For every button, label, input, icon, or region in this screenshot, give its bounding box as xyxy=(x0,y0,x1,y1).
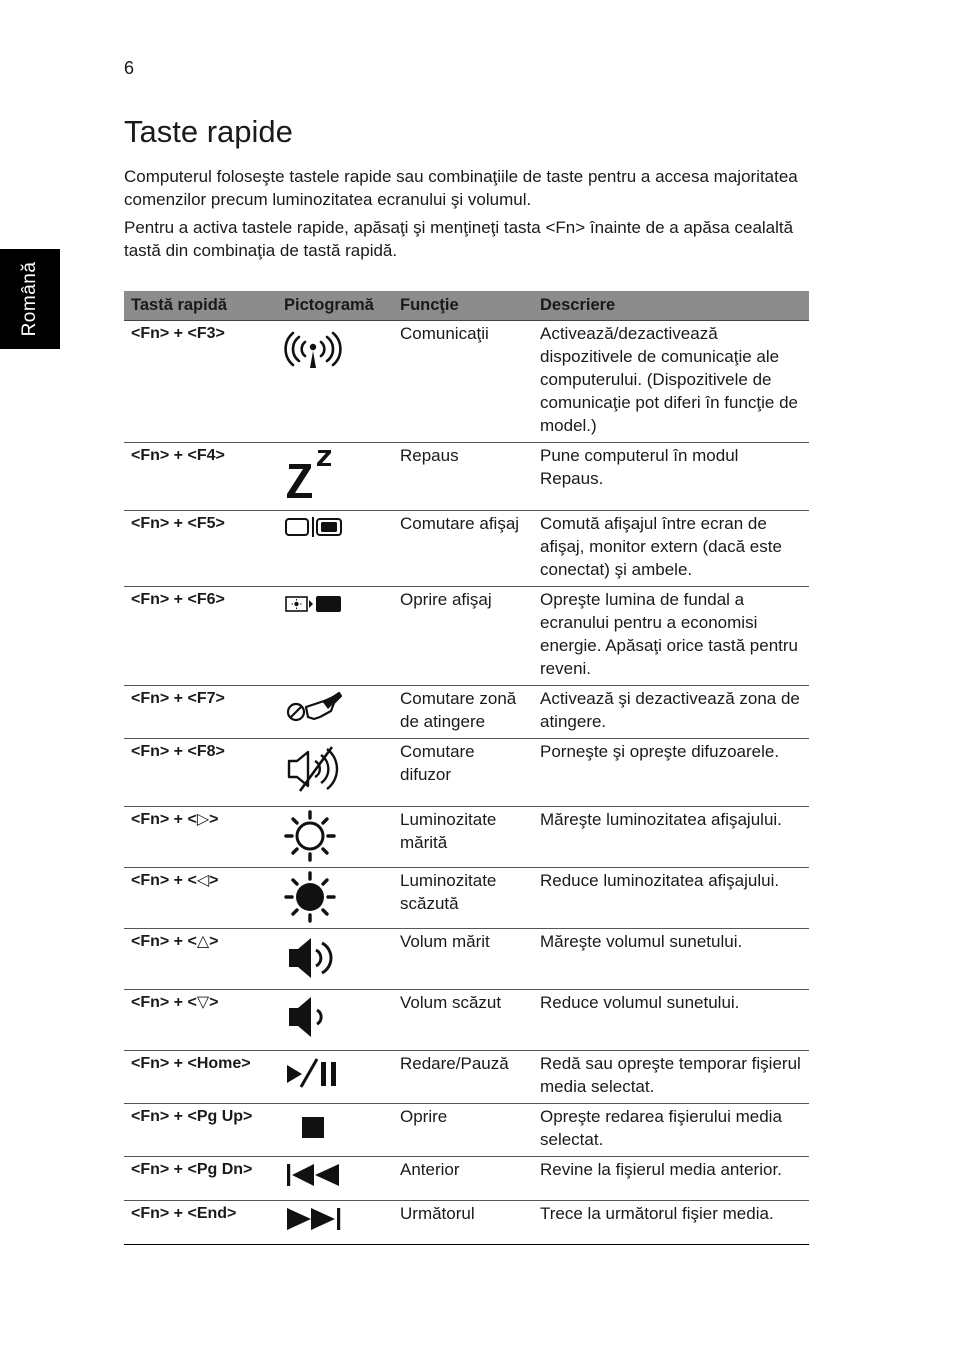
function-cell: Comutare afişaj xyxy=(393,511,533,587)
icon-cell xyxy=(277,1051,393,1104)
function-cell: Următorul xyxy=(393,1201,533,1245)
table-row xyxy=(124,929,809,990)
header-description: Descriere xyxy=(533,291,809,321)
brightness-up-icon xyxy=(284,810,387,862)
hotkey-cell: <Fn> + <▽> xyxy=(124,990,277,1051)
icon-cell xyxy=(277,1104,393,1157)
table-row xyxy=(124,1157,809,1201)
icon-cell xyxy=(277,868,393,929)
display-toggle-icon xyxy=(284,516,387,538)
icon-cell xyxy=(277,443,393,511)
hotkey-cell: <Fn> + <End> xyxy=(124,1201,277,1245)
icon-cell xyxy=(277,511,393,587)
volume-down-icon xyxy=(284,993,387,1041)
function-cell: Volum mărit xyxy=(393,929,533,990)
table-row xyxy=(124,321,809,443)
description-cell: Trece la următorul fişier media. xyxy=(533,1201,809,1245)
icon-cell xyxy=(277,807,393,868)
icon-cell xyxy=(277,321,393,443)
hotkeys-table xyxy=(124,291,809,1245)
stop-icon xyxy=(284,1111,387,1141)
description-cell: Activează şi dezactivează zona de atingere. xyxy=(533,686,809,739)
hotkey-cell: <Fn> + <F7> xyxy=(124,686,277,739)
icon-cell xyxy=(277,686,393,739)
table-row xyxy=(124,1051,809,1104)
icon-cell xyxy=(277,739,393,807)
function-cell: Luminozitate mărită xyxy=(393,807,533,868)
play-pause-icon xyxy=(284,1056,387,1090)
icon-cell xyxy=(277,587,393,686)
description-cell: Opreşte lumina de fundal a ecranului pentru a economisi energie. Apăsaţi orice tastă pentru reveni. xyxy=(533,587,809,686)
function-cell: Comunicaţii xyxy=(393,321,533,443)
function-cell: Oprire afişaj xyxy=(393,587,533,686)
hotkey-cell: <Fn> + <F4> xyxy=(124,443,277,511)
hotkey-cell: <Fn> + <▷> xyxy=(124,807,277,868)
instruction-paragraph: Pentru a activa tastele rapide, apăsaţi şi menţineţi tasta <Fn> înainte de a apăsa cealaltă tastă din combinaţia de tastă rapidă. xyxy=(124,218,794,260)
table-row xyxy=(124,807,809,868)
hotkey-cell: <Fn> + <△> xyxy=(124,929,277,990)
description-cell: Reduce volumul sunetului. xyxy=(533,990,809,1051)
table-row xyxy=(124,686,809,739)
hotkey-cell: <Fn> + <Pg Up> xyxy=(124,1104,277,1157)
description-cell: Activează/dezactivează dispozitivele de comunicaţie ale computerului. (Dispozitivele de comunicaţie pot diferi în funcţie de model.) xyxy=(533,321,809,443)
table-row xyxy=(124,990,809,1051)
description-cell: Porneşte şi opreşte difuzoarele. xyxy=(533,739,809,807)
language-side-tab-label: Română xyxy=(19,261,40,337)
description-cell: Reduce luminozitatea afişajului. xyxy=(533,868,809,929)
touchpad-toggle-icon xyxy=(284,689,387,725)
function-cell: Redare/Pauză xyxy=(393,1051,533,1104)
table-row xyxy=(124,868,809,929)
function-cell: Anterior xyxy=(393,1157,533,1201)
hotkey-cell: <Fn> + <F6> xyxy=(124,587,277,686)
description-cell: Redă sau opreşte temporar fişierul media selectat. xyxy=(533,1051,809,1104)
language-side-tab xyxy=(0,249,60,349)
icon-cell xyxy=(277,1157,393,1201)
description-cell: Măreşte luminozitatea afişajului. xyxy=(533,807,809,868)
hotkey-cell: <Fn> + <Pg Dn> xyxy=(124,1157,277,1201)
function-cell: Oprire xyxy=(393,1104,533,1157)
function-cell: Repaus xyxy=(393,443,533,511)
table-row xyxy=(124,443,809,511)
page-number: 6 xyxy=(124,58,135,78)
icon-cell xyxy=(277,990,393,1051)
hotkey-cell: <Fn> + <F3> xyxy=(124,321,277,443)
function-cell: Volum scăzut xyxy=(393,990,533,1051)
hotkey-cell: <Fn> + <◁> xyxy=(124,868,277,929)
display-off-icon xyxy=(284,594,387,614)
table-row xyxy=(124,587,809,686)
table-header-row xyxy=(124,291,809,321)
hotkey-cell: <Fn> + <F8> xyxy=(124,739,277,807)
table-row xyxy=(124,1201,809,1245)
icon-cell xyxy=(277,929,393,990)
page-title: Taste rapide xyxy=(124,114,293,149)
hotkey-cell: <Fn> + <F5> xyxy=(124,511,277,587)
wireless-icon xyxy=(284,330,387,370)
function-cell: Comutare zonă de atingere xyxy=(393,686,533,739)
table-row xyxy=(124,739,809,807)
speaker-toggle-icon xyxy=(284,744,387,794)
brightness-down-icon xyxy=(284,871,387,923)
description-cell: Pune computerul în modul Repaus. xyxy=(533,443,809,511)
header-hotkey: Tastă rapidă xyxy=(124,291,277,321)
intro-paragraph: Computerul foloseşte tastele rapide sau combinaţiile de taste pentru a accesa majoritatea comenzilor precum luminozitatea ecranului şi volumul. xyxy=(124,167,798,209)
description-cell: Comută afişajul între ecran de afişaj, monitor extern (dacă este conectat) şi ambele. xyxy=(533,511,809,587)
function-cell: Luminozitate scăzută xyxy=(393,868,533,929)
function-cell: Comutare difuzor xyxy=(393,739,533,807)
next-icon xyxy=(284,1204,387,1234)
volume-up-icon xyxy=(284,934,387,982)
description-cell: Opreşte redarea fişierului media selectat. xyxy=(533,1104,809,1157)
description-cell: Revine la fişierul media anterior. xyxy=(533,1157,809,1201)
icon-cell xyxy=(277,1201,393,1245)
header-icon: Pictogramă xyxy=(277,291,393,321)
table-row xyxy=(124,1104,809,1157)
table-row xyxy=(124,511,809,587)
sleep-icon xyxy=(284,446,387,500)
description-cell: Măreşte volumul sunetului. xyxy=(533,929,809,990)
hotkey-cell: <Fn> + <Home> xyxy=(124,1051,277,1104)
header-function: Funcţie xyxy=(393,291,533,321)
previous-icon xyxy=(284,1160,387,1190)
